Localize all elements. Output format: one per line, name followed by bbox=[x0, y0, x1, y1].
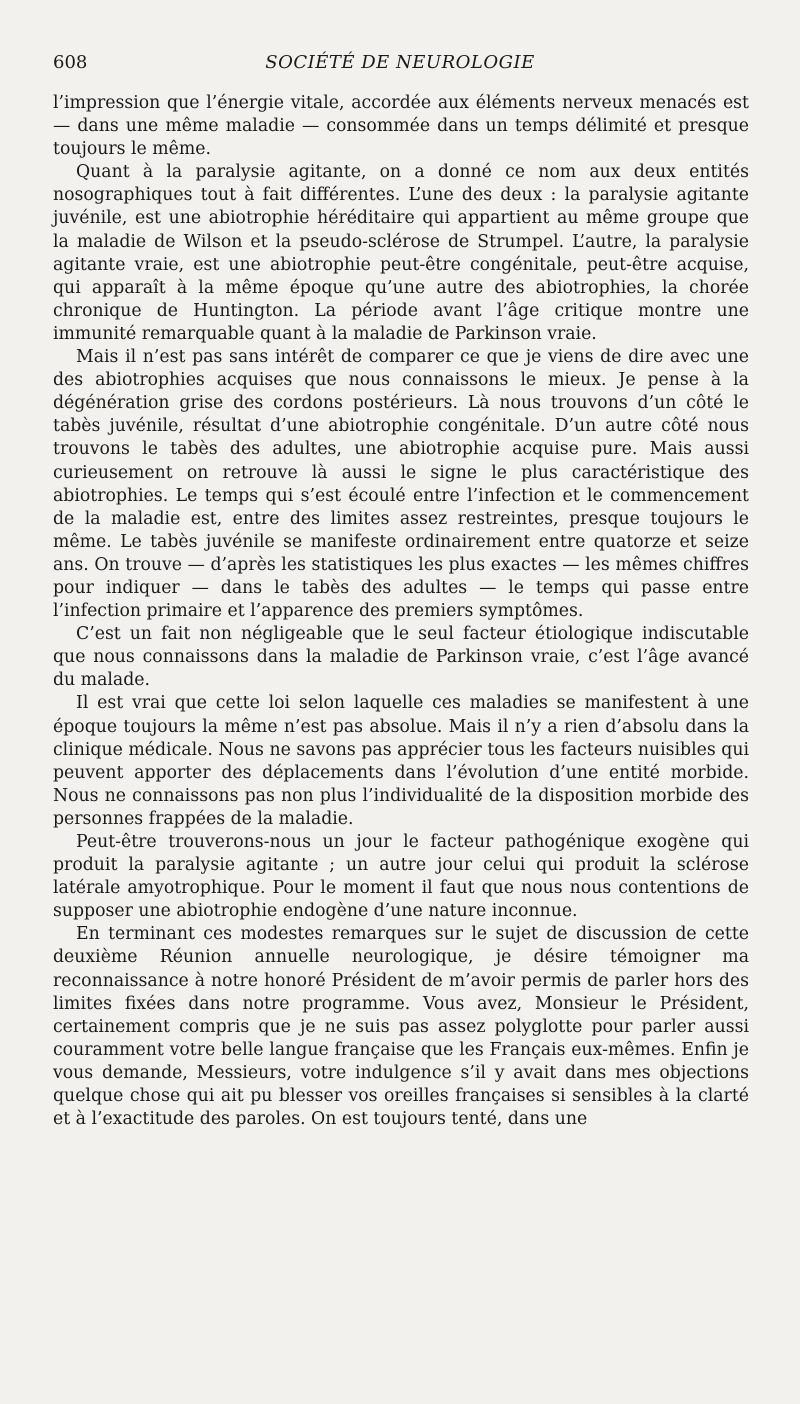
paragraph: Il est vrai que cette loi selon laquelle ces maladies se manifestent à une époque toujours la même n’est pas absolue. Mais il n’y a rien d’absolu dans la clinique médicale. Nous ne savons pas apprécier tous les facteurs nuisibles qui peuvent apporter des déplacements dans l’évolution d’une entité morbide. Nous ne connaissons pas non plus l’individualité de la disposition morbide des personnes frappées de la maladie. bbox=[53, 693, 749, 829]
body-text bbox=[53, 92, 749, 1131]
running-head: SOCIÉTÉ DE NEUROLOGIE bbox=[265, 52, 535, 73]
page-header bbox=[53, 52, 747, 76]
page-number: 608 bbox=[53, 52, 88, 73]
paragraph: Peut-être trouverons-nous un jour le facteur pathogénique exogène qui produit la paralysie agitante ; un autre jour celui qui produit la sclérose latérale amyotrophique. Pour le moment il faut que nous nous contentions de supposer une abiotrophie endogène d’une nature inconnue. bbox=[53, 832, 749, 922]
paragraph: C’est un fait non négligeable que le seul facteur étiologique indiscutable que nous connaissons dans la maladie de Parkinson vraie, c’est l’âge avancé du malade. bbox=[53, 624, 749, 691]
paragraph: l’impression que l’énergie vitale, accordée aux éléments nerveux menacés est — dans une même maladie — consommée dans un temps délimité et presque toujours le même. bbox=[53, 93, 749, 160]
paragraph: En terminant ces modestes remarques sur le sujet de discussion de cette deuxième Réunion annuelle neurologique, je désire témoigner ma reconnaissance à notre honoré Président de m’avoir permis de parler hors des limites fixées dans notre programme. Vous avez, Monsieur le Président, certainement compris que je ne suis pas assez polyglotte pour parler aussi couramment votre belle langue française que les Français eux-mêmes. Enfin je vous demande, Messieurs, votre indulgence s’il y avait dans mes objections quelque chose qui ait pu blesser vos oreilles françaises si sensibles à la clarté et à l’exactitude des paroles. On est toujours tenté, dans une bbox=[53, 924, 749, 1130]
paragraph: Mais il n’est pas sans intérêt de comparer ce que je viens de dire avec une des abiotrophies acquises que nous connaissons le mieux. Je pense à la dégénération grise des cordons postérieurs. Là nous trouvons d’un côté le tabès juvénile, résultat d’une abiotrophie congénitale. D’un autre côté nous trouvons le tabès des adultes, une abiotrophie acquise pure. Mais aussi curieusement on retrouve là aussi le signe le plus caractéristique des abiotrophies. Le temps qui s’est écoulé entre l’infection et le commencement de la maladie est, entre des limites assez restreintes, presque toujours le même. Le tabès juvénile se manifeste ordinairement entre quatorze et seize ans. On trouve — d’après les statistiques les plus exactes — les mêmes chiffres pour indiquer — dans le tabès des adultes — le temps qui passe entre l’infection primaire et l’apparence des premiers symptômes. bbox=[53, 347, 749, 622]
paragraph: Quant à la paralysie agitante, on a donné ce nom aux deux entités nosographiques tout à fait différentes. L’une des deux : la paralysie agitante juvénile, est une abiotrophie héréditaire qui appartient au même groupe que la maladie de Wilson et la pseudo-sclérose de Strumpel. L’autre, la paralysie agitante vraie, est une abiotrophie peut-être congénitale, peut-être acquise, qui apparaît à la même époque qu’une autre des abiotrophies, la chorée chronique de Huntington. La période avant l’âge critique montre une immunité remarquable quant à la maladie de Parkinson vraie. bbox=[53, 162, 749, 344]
